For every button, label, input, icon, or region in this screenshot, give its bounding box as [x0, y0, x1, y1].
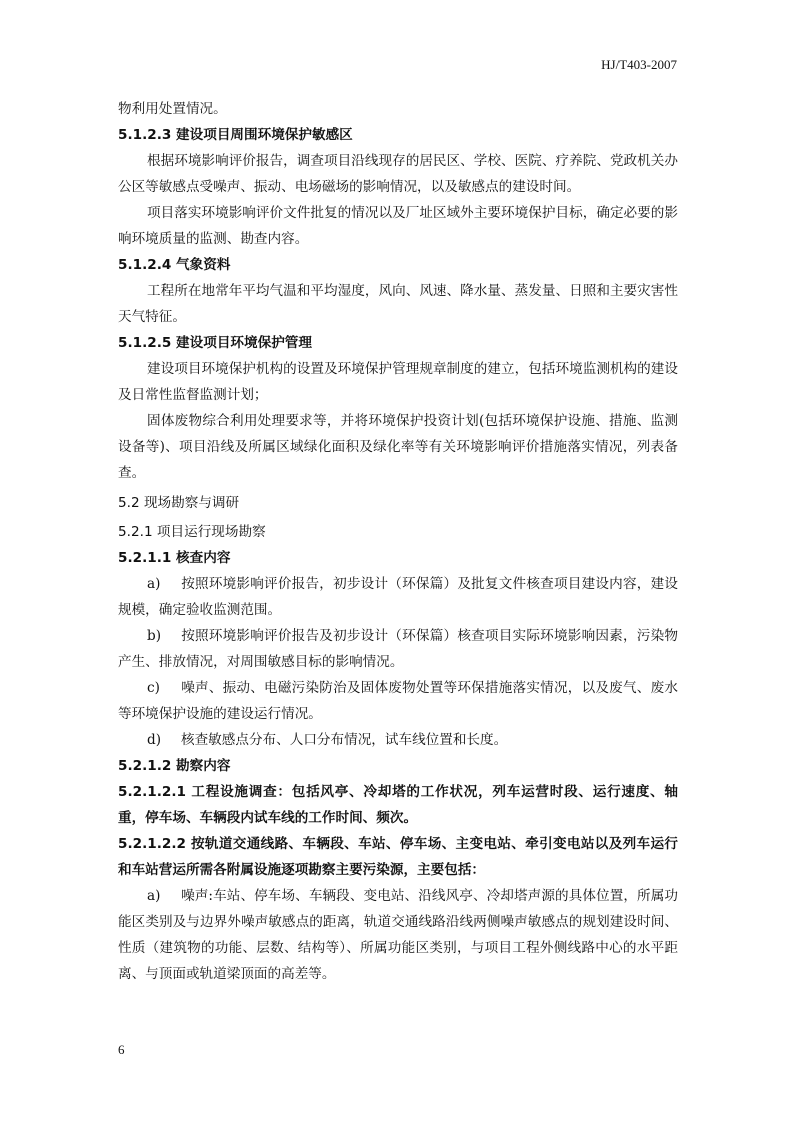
paragraph: 项目落实环境影响评价文件批复的情况以及厂址区域外主要环境保护目标，确定必要的影响环境质量的监测、勘查内容。: [118, 205, 678, 247]
continued-text: 物利用处置情况。: [118, 101, 227, 117]
list-text: 按照环境影响评价报告及初步设计（环保篇）核查项目实际环境影响因素，污染物产生、排放情况，对周围敏感目标的影响情况。: [118, 628, 678, 670]
page-body: [118, 96, 678, 987]
paragraph: 固体废物综合利用处理要求等，并将环境保护投资计划(包括环境保护设施、措施、监测设备等)、项目沿线及所属区域绿化面积及绿化率等有关环境影响评价措施落实情况，列表备查。: [118, 413, 678, 481]
paragraph: 根据环境影响评价报告，调查项目沿线现存的居民区、学校、医院、疗养院、党政机关办公区等敏感点受噪声、振动、电场磁场的影响情况，以及敏感点的建设时间。: [118, 153, 678, 195]
list-text: 核查敏感点分布、人口分布情况，试车线位置和长度。: [181, 732, 508, 748]
page-number: 6: [118, 1042, 125, 1057]
list-label: a): [147, 576, 161, 592]
paragraph: 工程所在地常年平均气温和平均湿度，风向、风速、降水量、蒸发量、日照和主要灾害性天气特征。: [118, 283, 678, 325]
list-text: 按照环境影响评价报告，初步设计（环保篇）及批复文件核查项目建设内容，建设规模，确定验收监测范围。: [118, 576, 678, 618]
heading-5-1-2-4: 5.1.2.4 气象资料: [118, 257, 231, 273]
heading-5-2-1-2: 5.2.1.2 勘察内容: [118, 758, 231, 774]
list-item: [118, 623, 678, 675]
list-text: 噪声、振动、电磁污染防治及固体废物处置等环保措施落实情况，以及废气、废水等环境保护设施的建设运行情况。: [118, 680, 678, 722]
list-label: d): [147, 732, 162, 748]
list-item: [118, 727, 678, 753]
bold-paragraph: 5.2.1.2.1 工程设施调查：包括风亭、冷却塔的工作状况，列车运营时段、运行速度、轴重，停车场、车辆段内试车线的工作时间、频次。: [118, 784, 678, 826]
list-label: b): [147, 628, 162, 644]
document-code: HJ/T403-2007: [601, 57, 677, 72]
list-item: [118, 883, 678, 987]
list-text: 噪声:车站、停车场、车辆段、变电站、沿线风亭、冷却塔声源的具体位置，所属功能区类别及与边界外噪声敏感点的距离，轨道交通线路沿线两侧噪声敏感点的规划建设时间、性质（建筑物的功能、层数、结构等）、所属功能区类别，与项目工程外侧线路中心的水平距离、与顶面或轨道梁顶面的高差等。: [118, 888, 678, 982]
list-label: c): [147, 680, 160, 696]
heading-5-2-1-1: 5.2.1.1 核查内容: [118, 550, 231, 566]
paragraph: 建设项目环境保护机构的设置及环境保护管理规章制度的建立，包括环境监测机构的建设及日常性监督监测计划；: [118, 361, 678, 403]
list-item: [118, 571, 678, 623]
heading-5-1-2-3: 5.1.2.3 建设项目周围环境保护敏感区: [118, 127, 353, 143]
heading-5-1-2-5: 5.1.2.5 建设项目环境保护管理: [118, 335, 312, 351]
heading-5-2-1: 5.2.1 项目运行现场勘察: [118, 524, 266, 540]
heading-5-2: 5.2 现场勘察与调研: [118, 495, 240, 511]
list-label: a): [147, 888, 161, 904]
list-item: [118, 675, 678, 727]
bold-paragraph: 5.2.1.2.2 按轨道交通线路、车辆段、车站、停车场、主变电站、牵引变电站以及列车运行和车站营运所需各附属设施逐项勘察主要污染源，主要包括：: [118, 836, 678, 878]
